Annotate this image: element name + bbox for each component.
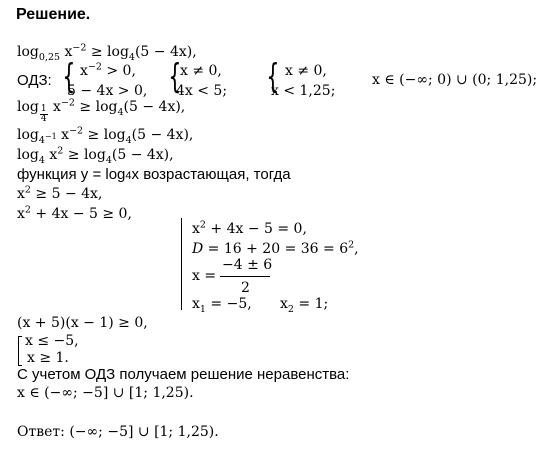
odz-sys1-row1: $x^{-2} > 0$, <box>80 61 136 79</box>
discriminant: $D = 16 + 20 = 36 = 6^2$, <box>192 239 359 257</box>
root-formula-label: x = <box>192 268 217 284</box>
answer-label: Ответ: <box>17 424 65 440</box>
solution-heading: Решение. <box>16 6 91 23</box>
odz-sys2-row2: 4x < 5; <box>176 83 228 99</box>
odz-sys2-row1: x ≠ 0, <box>180 63 222 79</box>
odz-sys1-row2: 5 − 4x > 0, <box>67 83 148 99</box>
set-result: x ∈ (−∞; −5] ∪ [1; 1,25). <box>17 385 194 401</box>
root-formula-denominator: 2 <box>241 280 250 296</box>
odz-label: ОДЗ: <box>17 72 52 89</box>
union-bracket <box>18 336 22 366</box>
answer-value: (−∞; −5] ∪ [1; 1,25). <box>69 424 219 440</box>
root-formula-fraction-bar <box>220 276 270 277</box>
system-brace-1: { <box>62 57 76 97</box>
union-row-2: x ≥ 1. <box>27 350 69 366</box>
odz-sys3-row2: x < 1,25; <box>271 83 336 99</box>
inequality-line-1: $\log_{0,25} x^{-2} \ge \log_4(5 - 4x)$, <box>17 42 197 63</box>
quadratic-inequality: $x^2 + 4x - 5 \ge 0$, <box>17 204 132 222</box>
inequality-squared: $x^2 \ge 5 - 4x$, <box>17 184 103 202</box>
odz-result: x ∈ (−∞; 0) ∪ (0; 1,25); <box>372 72 538 88</box>
side-calc-divider <box>181 218 182 310</box>
answer-line <box>17 425 219 439</box>
system-brace-3: { <box>266 57 280 97</box>
quadratic-equation: $x^2 + 4x - 5 = 0$, <box>192 219 307 237</box>
system-brace-2: { <box>168 57 182 97</box>
step-1: log $\frac{1}{4}$ $x^{-2} \ge \log_4(5 - 4x)$, <box>17 97 186 124</box>
step-3: $\log_4 x^2 \ge \log_4(5 - 4x)$, <box>17 145 174 166</box>
factored-inequality: (x + 5)(x − 1) ≥ 0, <box>17 315 148 331</box>
union-row-1: x ≤ −5, <box>25 333 79 349</box>
function-text: функция y = log4x возрастающая, тогда <box>17 166 291 183</box>
odz-sys3-row1: x ≠ 0, <box>285 63 327 79</box>
odz-conclusion-text: С учетом ОДЗ получаем решение неравенства: <box>17 366 350 383</box>
root-1: $x_1 = -5$, <box>192 296 252 315</box>
root-formula-numerator: −4 ± 6 <box>222 257 273 273</box>
root-2: $x_2 = 1$; <box>280 296 329 315</box>
step-2: $\log_{4^{-1}} x^{-2} \ge \log_4(5 - 4x)$, <box>17 125 194 146</box>
